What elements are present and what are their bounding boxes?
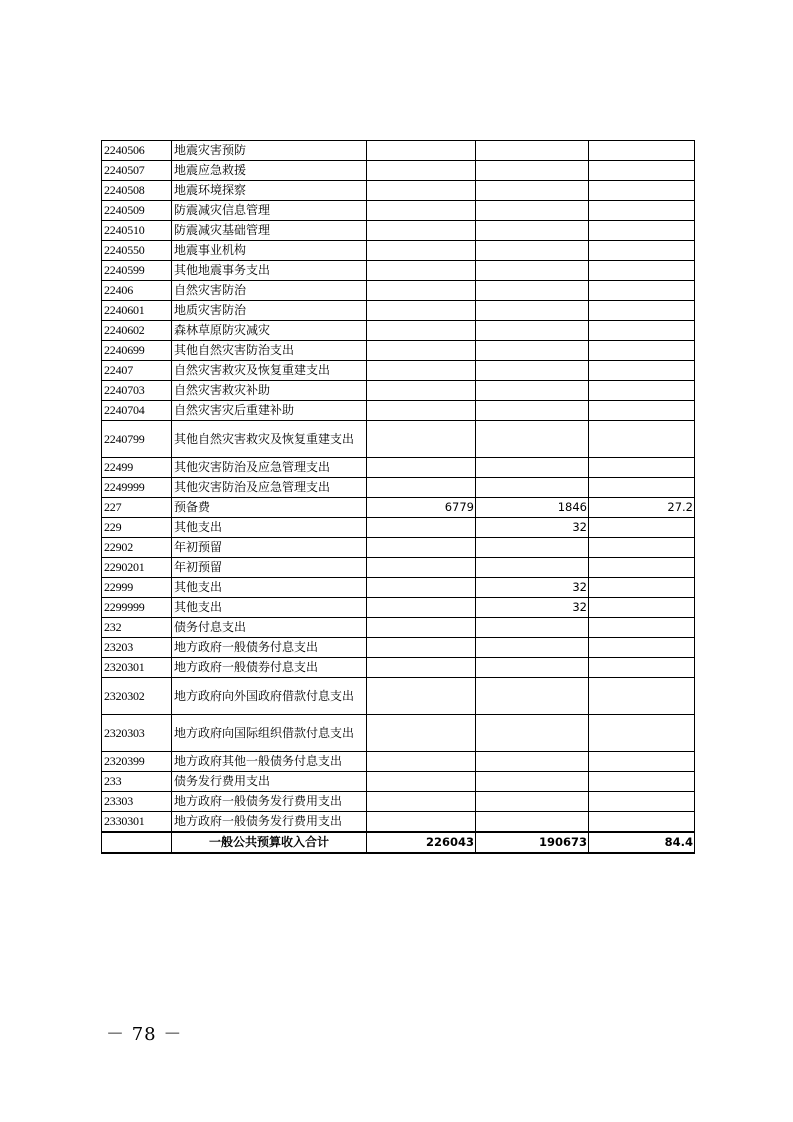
- cell-value-1: [367, 792, 476, 812]
- cell-code: 2240509: [102, 201, 172, 221]
- cell-code: 2240703: [102, 381, 172, 401]
- table-row: [102, 598, 695, 618]
- table-row: [102, 478, 695, 498]
- cell-value-1: [367, 421, 476, 458]
- cell-value-2: 32: [476, 578, 589, 598]
- cell-value-1: 6779: [367, 498, 476, 518]
- cell-value-1: [367, 161, 476, 181]
- cell-value-2: [476, 618, 589, 638]
- cell-value-3: [589, 538, 695, 558]
- cell-value-2: [476, 261, 589, 281]
- cell-value-2: [476, 421, 589, 458]
- cell-item-name: 自然灾害救灾及恢复重建支出: [172, 361, 367, 381]
- cell-value-1: [367, 181, 476, 201]
- table-row: [102, 638, 695, 658]
- cell-value-1: [367, 281, 476, 301]
- table-row: [102, 715, 695, 752]
- cell-value-2: [476, 321, 589, 341]
- table-row: [102, 678, 695, 715]
- table-row: [102, 141, 695, 161]
- cell-value-2: [476, 141, 589, 161]
- cell-value-1: [367, 578, 476, 598]
- total-cell-value-3: 84.4: [589, 832, 695, 853]
- cell-value-3: [589, 341, 695, 361]
- cell-item-name: 地方政府一般债务发行费用支出: [172, 812, 367, 833]
- table-row: [102, 181, 695, 201]
- cell-value-3: [589, 578, 695, 598]
- cell-value-3: [589, 792, 695, 812]
- cell-code: 22499: [102, 458, 172, 478]
- table-row: [102, 792, 695, 812]
- cell-value-3: [589, 598, 695, 618]
- cell-value-1: [367, 401, 476, 421]
- cell-value-3: [589, 678, 695, 715]
- cell-item-name: 其他支出: [172, 598, 367, 618]
- cell-value-3: [589, 812, 695, 833]
- cell-code: 2240699: [102, 341, 172, 361]
- cell-value-1: [367, 812, 476, 833]
- cell-value-3: [589, 381, 695, 401]
- cell-value-3: [589, 618, 695, 638]
- cell-item-name: 自然灾害救灾补助: [172, 381, 367, 401]
- cell-value-3: [589, 715, 695, 752]
- cell-value-2: 32: [476, 598, 589, 618]
- cell-code: 2240704: [102, 401, 172, 421]
- cell-value-1: [367, 558, 476, 578]
- cell-value-1: [367, 221, 476, 241]
- cell-item-name: 地震事业机构: [172, 241, 367, 261]
- cell-value-3: [589, 161, 695, 181]
- cell-value-2: [476, 201, 589, 221]
- cell-code: 2290201: [102, 558, 172, 578]
- cell-value-1: [367, 341, 476, 361]
- cell-value-3: 27.2: [589, 498, 695, 518]
- cell-value-3: [589, 321, 695, 341]
- cell-value-2: [476, 361, 589, 381]
- cell-code: 22407: [102, 361, 172, 381]
- cell-value-3: [589, 638, 695, 658]
- cell-item-name: 其他灾害防治及应急管理支出: [172, 478, 367, 498]
- cell-value-2: [476, 341, 589, 361]
- cell-value-3: [589, 558, 695, 578]
- cell-value-2: [476, 558, 589, 578]
- cell-value-2: [476, 181, 589, 201]
- cell-value-3: [589, 478, 695, 498]
- cell-code: 232: [102, 618, 172, 638]
- cell-item-name: 地方政府向国际组织借款付息支出: [172, 715, 367, 752]
- cell-value-3: [589, 201, 695, 221]
- table-row: [102, 201, 695, 221]
- cell-value-3: [589, 141, 695, 161]
- cell-value-2: [476, 281, 589, 301]
- cell-value-3: [589, 281, 695, 301]
- cell-item-name: 地质灾害防治: [172, 301, 367, 321]
- table-row: [102, 321, 695, 341]
- cell-code: 2320399: [102, 752, 172, 772]
- table-row: [102, 518, 695, 538]
- cell-value-1: [367, 752, 476, 772]
- cell-item-name: 预备费: [172, 498, 367, 518]
- cell-value-1: [367, 478, 476, 498]
- table-row: [102, 401, 695, 421]
- table-row: [102, 281, 695, 301]
- table-body: [102, 141, 695, 854]
- cell-value-2: [476, 478, 589, 498]
- cell-value-1: [367, 301, 476, 321]
- table-row: [102, 618, 695, 638]
- cell-value-3: [589, 301, 695, 321]
- cell-item-name: 地方政府其他一般债务付息支出: [172, 752, 367, 772]
- cell-code: 2299999: [102, 598, 172, 618]
- cell-item-name: 自然灾害灾后重建补助: [172, 401, 367, 421]
- cell-item-name: 其他自然灾害防治支出: [172, 341, 367, 361]
- table-row: [102, 538, 695, 558]
- cell-value-2: 32: [476, 518, 589, 538]
- cell-item-name: 其他灾害防治及应急管理支出: [172, 458, 367, 478]
- cell-value-2: [476, 658, 589, 678]
- cell-value-2: [476, 381, 589, 401]
- table-row: [102, 458, 695, 478]
- cell-item-name: 年初预留: [172, 538, 367, 558]
- table-row: [102, 812, 695, 833]
- table-row: [102, 558, 695, 578]
- table-row: [102, 161, 695, 181]
- cell-value-3: [589, 421, 695, 458]
- cell-item-name: 其他支出: [172, 518, 367, 538]
- cell-item-name: 地方政府一般债券付息支出: [172, 658, 367, 678]
- cell-value-1: [367, 321, 476, 341]
- cell-value-1: [367, 458, 476, 478]
- cell-code: 2240506: [102, 141, 172, 161]
- cell-item-name: 其他自然灾害救灾及恢复重建支出: [172, 421, 367, 458]
- cell-value-1: [367, 638, 476, 658]
- cell-value-1: [367, 141, 476, 161]
- cell-item-name: 地方政府一般债务发行费用支出: [172, 792, 367, 812]
- cell-value-3: [589, 221, 695, 241]
- cell-code: 233: [102, 772, 172, 792]
- cell-value-3: [589, 518, 695, 538]
- budget-table: [101, 140, 695, 854]
- table-row: [102, 578, 695, 598]
- cell-value-3: [589, 772, 695, 792]
- cell-code: 2320303: [102, 715, 172, 752]
- cell-item-name: 防震减灾基础管理: [172, 221, 367, 241]
- cell-code: 2240601: [102, 301, 172, 321]
- cell-value-2: [476, 638, 589, 658]
- cell-value-3: [589, 361, 695, 381]
- cell-code: 2240799: [102, 421, 172, 458]
- cell-value-1: [367, 658, 476, 678]
- cell-value-1: [367, 538, 476, 558]
- cell-value-2: 1846: [476, 498, 589, 518]
- cell-code: 2240602: [102, 321, 172, 341]
- cell-value-2: [476, 161, 589, 181]
- cell-value-3: [589, 241, 695, 261]
- cell-code: 2320301: [102, 658, 172, 678]
- cell-value-2: [476, 715, 589, 752]
- cell-value-2: [476, 538, 589, 558]
- table-row: [102, 381, 695, 401]
- table-row: [102, 752, 695, 772]
- cell-item-name: 债务发行费用支出: [172, 772, 367, 792]
- cell-item-name: 地方政府向外国政府借款付息支出: [172, 678, 367, 715]
- cell-value-1: [367, 241, 476, 261]
- cell-item-name: 防震减灾信息管理: [172, 201, 367, 221]
- cell-value-2: [476, 221, 589, 241]
- cell-item-name: 森林草原防灾减灾: [172, 321, 367, 341]
- cell-code: 22902: [102, 538, 172, 558]
- cell-item-name: 年初预留: [172, 558, 367, 578]
- cell-code: 2240507: [102, 161, 172, 181]
- cell-code: 2330301: [102, 812, 172, 833]
- cell-value-1: [367, 715, 476, 752]
- table-row: [102, 221, 695, 241]
- cell-value-2: [476, 458, 589, 478]
- table-row: [102, 498, 695, 518]
- cell-value-1: [367, 618, 476, 638]
- cell-item-name: 自然灾害防治: [172, 281, 367, 301]
- cell-code: 2249999: [102, 478, 172, 498]
- cell-value-2: [476, 301, 589, 321]
- cell-value-2: [476, 752, 589, 772]
- cell-value-2: [476, 772, 589, 792]
- cell-code: 229: [102, 518, 172, 538]
- cell-value-1: [367, 201, 476, 221]
- cell-item-name: 地方政府一般债务付息支出: [172, 638, 367, 658]
- cell-code: 23203: [102, 638, 172, 658]
- table-row: [102, 341, 695, 361]
- cell-item-name: 其他支出: [172, 578, 367, 598]
- table-row: [102, 241, 695, 261]
- cell-value-3: [589, 181, 695, 201]
- cell-value-1: [367, 678, 476, 715]
- cell-code: 2240550: [102, 241, 172, 261]
- cell-value-1: [367, 381, 476, 401]
- cell-code: 22406: [102, 281, 172, 301]
- cell-value-3: [589, 401, 695, 421]
- cell-code: 2240508: [102, 181, 172, 201]
- cell-value-3: [589, 261, 695, 281]
- page-number: － 78 －: [106, 1024, 183, 1045]
- table-row: [102, 261, 695, 281]
- total-cell-value-1: 226043: [367, 832, 476, 853]
- cell-code: 227: [102, 498, 172, 518]
- total-row: [102, 832, 695, 853]
- cell-code: 2320302: [102, 678, 172, 715]
- cell-item-name: 地震灾害预防: [172, 141, 367, 161]
- cell-value-1: [367, 361, 476, 381]
- cell-value-2: [476, 401, 589, 421]
- table-row: [102, 421, 695, 458]
- cell-value-3: [589, 658, 695, 678]
- cell-item-name: 地震应急救援: [172, 161, 367, 181]
- cell-value-3: [589, 752, 695, 772]
- total-cell-item-name: 一般公共预算收入合计: [172, 832, 367, 853]
- cell-item-name: 地震环境探察: [172, 181, 367, 201]
- cell-value-2: [476, 792, 589, 812]
- cell-item-name: 其他地震事务支出: [172, 261, 367, 281]
- cell-value-2: [476, 241, 589, 261]
- cell-value-1: [367, 598, 476, 618]
- total-cell-code: [102, 832, 172, 853]
- cell-value-3: [589, 458, 695, 478]
- cell-item-name: 债务付息支出: [172, 618, 367, 638]
- cell-value-1: [367, 261, 476, 281]
- table-row: [102, 361, 695, 381]
- cell-value-1: [367, 518, 476, 538]
- cell-code: 2240510: [102, 221, 172, 241]
- total-cell-value-2: 190673: [476, 832, 589, 853]
- table-row: [102, 301, 695, 321]
- cell-value-2: [476, 812, 589, 833]
- cell-code: 22999: [102, 578, 172, 598]
- cell-code: 23303: [102, 792, 172, 812]
- cell-value-2: [476, 678, 589, 715]
- cell-code: 2240599: [102, 261, 172, 281]
- table-row: [102, 772, 695, 792]
- table-row: [102, 658, 695, 678]
- cell-value-1: [367, 772, 476, 792]
